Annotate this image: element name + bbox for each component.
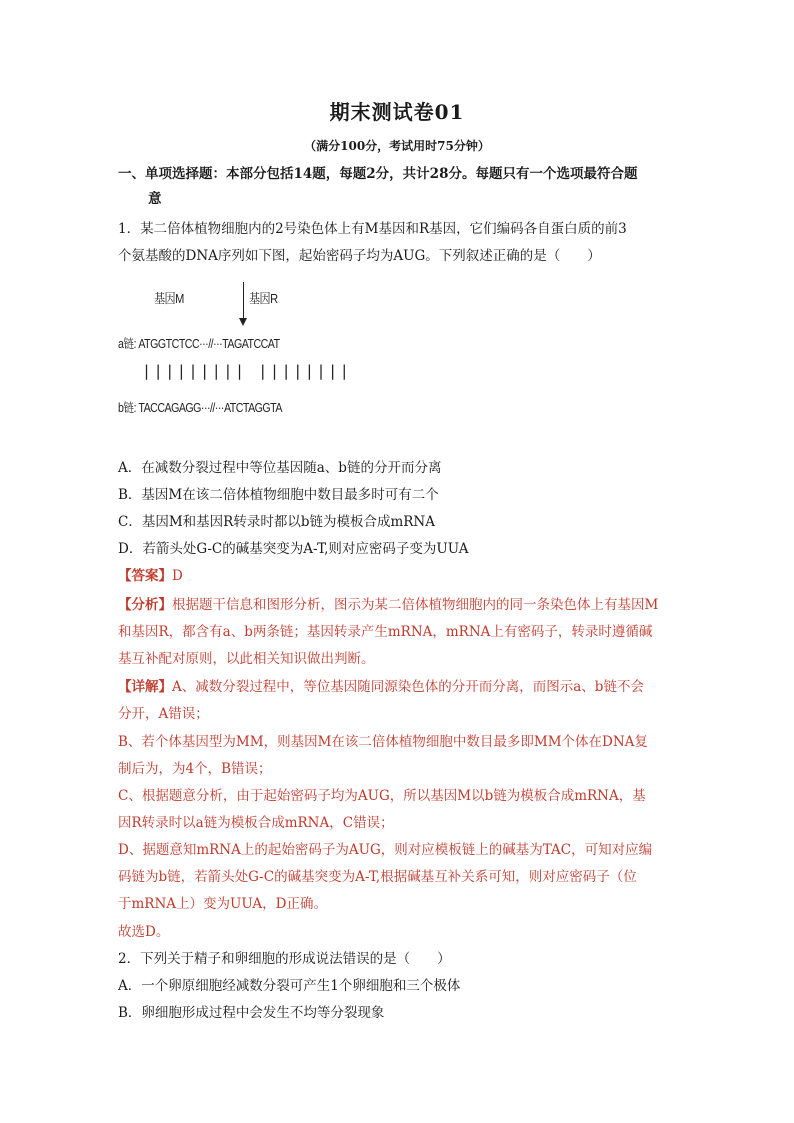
detail-text1: A、减数分裂过程中，等位基因随同源染色体的分开而分离，而图示a、b链不会 [172, 679, 644, 695]
detail-line7: D、据题意知mRNA上的起始密码子为AUG，则对应模板链上的碱基为TAC，可知对应编 [118, 842, 653, 858]
q1-stem-line2: 个氨基酸的DNA序列如下图，起始密码子均为AUG。下列叙述正确的是（ ） [118, 248, 601, 264]
q1-option-c: C．基因M和基因R转录时都以b链为模板合成mRNA [118, 514, 435, 530]
detail-line5: C、根据题意分析，由于起始密码子均为AUG，所以基因M以b链为模板合成mRNA，基 [118, 788, 646, 804]
q2-option-b: B．卵细胞形成过程中会发生不均等分裂现象 [118, 1005, 385, 1021]
q1-stem-line1: 1．某二倍体植物细胞内的2号染色体上有M基因和R基因，它们编码各自蛋白质的前3 [118, 221, 627, 237]
section-heading-line2: 意 [148, 191, 162, 207]
q1-answer-line [118, 566, 183, 586]
detail-line9: 于mRNA上）变为UUA，D正确。 [118, 896, 327, 912]
gene-m-label: 基因M [154, 291, 184, 306]
mutation-arrow-shaft [243, 282, 244, 320]
analysis-line1 [118, 595, 658, 615]
gene-r-label: 基因R [249, 291, 278, 306]
detail-line2: 分开，A错误； [118, 706, 209, 722]
detail-tag: 【详解】 [118, 679, 172, 695]
answer-tag: 【答案】 [118, 568, 172, 584]
detail-line3: B、若个体基因型为MM，则基因M在该二倍体植物细胞中数目最多即MM个体在DNA复 [118, 734, 648, 750]
q2-option-a: A．一个卵原细胞经减数分裂可产生1个卵细胞和三个极体 [118, 978, 461, 994]
detail-line1 [118, 677, 644, 697]
base-pair-bars: ||||||||| |||||||| [142, 362, 352, 380]
q1-option-a: A．在减数分裂过程中等位基因随a、b链的分开而分离 [118, 460, 442, 476]
q1-option-b: B．基因M在该二倍体植物细胞中数目最多时可有二个 [118, 487, 439, 503]
page-subtitle: （满分100分，考试用时75分钟） [304, 139, 490, 153]
detail-line6: 因R转录时以a链为模板合成mRNA，C错误； [118, 815, 394, 831]
analysis-line3: 基互补配对原则，以此相关知识做出判断。 [118, 651, 375, 667]
q2-stem: 2．下列关于精子和卵细胞的形成说法错误的是（ ） [118, 951, 451, 967]
analysis-text1: 根据题干信息和图形分析，图示为某二倍体植物细胞内的同一条染色体上有基因M [172, 597, 659, 613]
analysis-line2: 和基因R，都含有a、b两条链；基因转录产生mRNA，mRNA上有密码子，转录时遵循碱 [118, 624, 653, 640]
detail-line8: 码链为b链，若箭头处G-C的碱基突变为A-T,根据碱基互补关系可知，则对应密码子（位 [118, 869, 637, 885]
mutation-arrow-icon [239, 318, 247, 326]
strand-a-sequence: a链: ATGGTCTCC···//···TAGATCCAT [118, 337, 280, 351]
detail-conclusion: 故选D。 [118, 924, 170, 940]
dna-sequence-figure [118, 282, 352, 422]
detail-line4: 制后为，为4个，B错误； [118, 761, 272, 777]
answer-value: D [172, 568, 183, 584]
section-heading-line1: 一、单项选择题：本部分包括14题，每题2分，共计28分。每题只有一个选项最符合题 [118, 166, 638, 182]
analysis-tag: 【分析】 [118, 597, 172, 613]
strand-b-sequence: b链: TACCAGAGG···//···ATCTAGGTA [118, 401, 282, 415]
q1-option-d: D．若箭头处G-C的碱基突变为A-T,则对应密码子变为UUA [118, 541, 469, 557]
page-title: 期末测试卷01 [329, 100, 465, 124]
